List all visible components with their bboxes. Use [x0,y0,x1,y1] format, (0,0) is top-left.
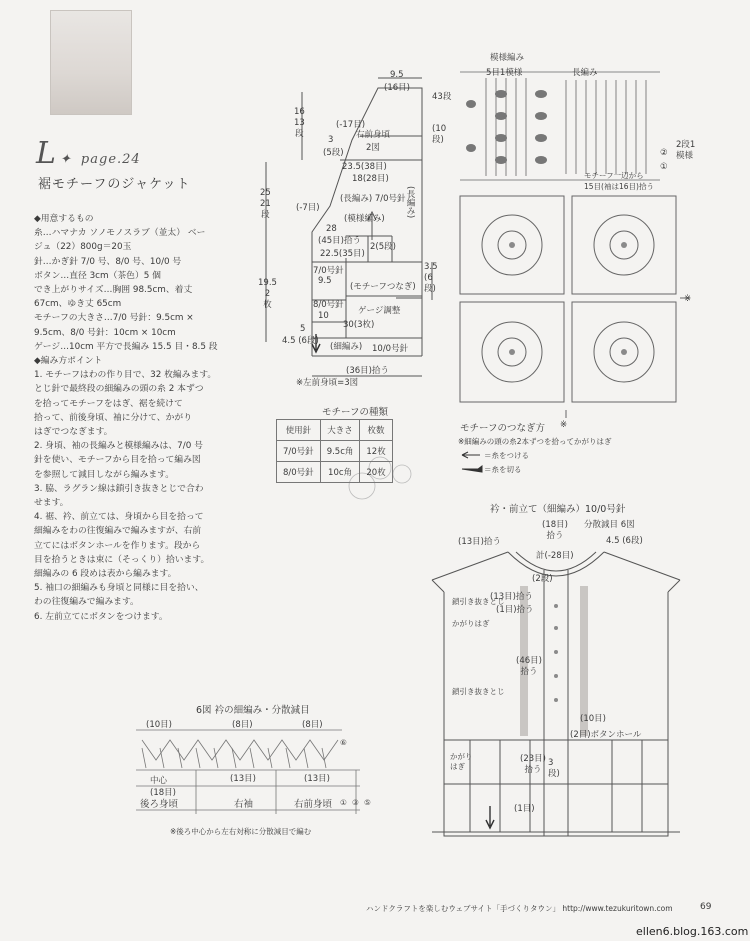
motif-head-needle: 使用針 [277,420,321,441]
five-label: 5 [300,324,306,334]
collar-back: 後ろ身頃 [140,799,179,810]
pattern-pick: モチーフ一辺から 15目(袖は16目)拾う [584,171,654,191]
w235: 23.5(38目) [342,162,387,172]
collar-marker-1: ① [340,798,347,807]
assembly-pick23: (23目) 拾う [520,754,546,775]
pattern-rows-right: 43段 [432,92,452,102]
pattern-title: 裾モチーフのジャケット [38,177,191,192]
motif-table [276,419,393,483]
assembly-chain2: 鎖引き抜きとじ [452,687,505,696]
collar-marker-6: ⑥ [340,738,347,747]
collar-marker-5: ⑤ [364,798,371,807]
assembly-over2: かがり はぎ [450,752,473,771]
minus7: (-7目) [296,203,320,213]
panel-fig: 2図 [366,143,380,153]
two5: 2(5段) [370,242,396,252]
minus17: (-17目) [336,120,366,130]
collar-top-2: (8目) [232,720,253,730]
collar-title: 6図 衿の細編み・分散減目 [196,705,310,716]
assembly-fortysix: (46目) 拾う [516,656,542,677]
pattern-title: 模様編み [490,53,525,63]
join-cut: ＝糸を切る [484,465,522,474]
marker-1: ① [660,162,668,172]
page-mark: L ✦ page.24 [36,136,141,171]
assembly-chain: 鎖引き抜きとじ [452,597,505,606]
assembly-fortyfive: 4.5 (6段) [606,536,643,546]
collar-mid-2: (13目) [230,774,256,784]
w30: 30(3枚) [343,320,375,330]
right-long: (長編み) [405,186,415,219]
w45: (45目)拾う [318,236,361,246]
assembly-pick13a: (13目)拾う [458,537,501,547]
collar-top-1: (10目) [146,720,172,730]
nineteen-dim: 19.5 2 枚 [258,278,277,310]
top-width: 9.5 [390,70,404,80]
assembly-one-bottom: (1目) [514,804,535,814]
w28: 28 [326,224,337,234]
w18: 18(28目) [352,174,389,184]
hem-pick: (36目)拾う [346,366,389,376]
assembly-two-rows: (2段) [532,574,553,584]
long-stitch: (長編み) 7/0号針 [340,194,406,204]
watermark: ellen6.blog.163.com [636,925,749,938]
motif-head-count: 枚数 [360,420,392,441]
assembly-buttonhole: (2目)ボタンホール [570,730,642,740]
motif-caption: モチーフの種類 [322,407,389,418]
motif-head-size: 大きさ [320,420,360,441]
pattern-ten-rows: (10 段) [432,124,447,145]
collar-sleeve: 右袖 [234,799,254,810]
twentyfive-dim: 25 21 段 [260,188,271,220]
pattern-label: (模様編み) [344,214,385,224]
page-number: 69 [700,902,712,912]
left-side-dim: 16 13 段 [294,107,305,139]
assembly-three: 3 段) [548,758,560,779]
page-letter: L [36,136,56,171]
collar-mid-1: (18目) [150,788,176,798]
thirty5-dim: 3.5 (6 段) [424,262,438,294]
collar-center: 中心 [150,776,168,786]
top-stitches: (16目) [384,83,410,93]
assembly-over: かがりはぎ [452,619,490,628]
assembly-one: (1目)拾う [496,605,534,615]
collar-marker-3: ③ [352,798,359,807]
assembly-ten: (10目) [580,714,606,724]
panel-label: 右前身頃 [356,130,391,140]
w10: 10 [318,311,329,321]
fortyfive-dim: 4.5 (6段) [282,336,319,346]
join-caption: モチーフのつなぎ方 [460,423,546,434]
marker-2: ② [660,148,668,158]
assembly-title: 衿・前立て（細編み）10/0号針 [490,504,626,515]
page-ref: page.24 [80,152,141,167]
collar-top-3: (8目) [302,720,323,730]
panel-note: ※左前身頃=3図 [296,378,359,388]
motif-row: 8/0号針 10c角 20枚 [277,462,393,483]
join-mark-right: ※ [684,294,692,304]
collar-front: 右前身頃 [294,799,333,810]
instructions: ◆用意するもの 糸…ハマナカ ソノモノスラブ（並太） ベー ジュ（22）800g＝20玉 針…かぎ針 7/0 号、8/0 号、10/0 号 ボタン…直径 3cm（茶色）5 個 でき上がりサイズ…胸囲 98.5cm、着丈 67cm、ゆき丈 65cm モチーフの大きさ…7/0 号針：9.5cm × 9.5cm、8/0 号針：10cm × 10cm ゲージ…10cm 平方で長編み 15.5 目・8.5 段 ◆編み方ポイント 1. モチーフはわの作り目で、32 枚編みます。 とじ針で最終段の細編みの頭の糸 2 本ずつ を拾ってモチーフをはぎ、裾を続けて 拾って、前後身頃、袖に分けて、かがり はぎでつなぎます。 2. 身頃、袖の長編みと模様編みは、7/0 号 針を使い、モチーフから目を拾って編み図 を参照して減目しながら編みます。 3. 脇、ラグラン線は鎖引き抜きとじで合わ せます。 4. 裾、衿、前立ては、身頃から目を拾って 細編みをわの往復編みで編みますが、右前 立てにはボタンホールを作ります。段から 目を拾うときは束に（そっくり）拾います。 細編みの 6 段めは表から編みます。 5. 袖口の細編みも身頃と同様に目を拾い、 わの往復編みで編みます。 6. 左前立てにボタンをつけます。 [34,214,218,622]
assembly-pick18: (18目) 拾う [542,520,568,541]
collar-mid-3: (13目) [304,774,330,784]
needle7: 7/0号針 [313,266,344,276]
hem-label: (細編み) [330,342,363,352]
three-label: 3 [328,135,334,145]
w95: 9.5 [318,276,332,286]
pattern-long: 長編み [572,68,598,78]
collar-note: ※後ろ中心から左右対称に分散減目で編む [170,827,312,836]
assembly-minus28: 計(-28目) [536,551,574,561]
w225: 22.5(35目) [320,249,365,259]
footer-text: ハンドクラフトを楽しむウェブサイト「手づくりタウン」 http://www.tezukuritown.com [366,904,673,913]
join-attach: ＝糸をつける [484,451,529,460]
pattern-two-rows: 2段1 模様 [676,140,696,161]
assembly-dist: 分散減目 6図 [584,520,635,530]
join-note: ※細編みの頭の糸2本ずつを拾ってかがりはぎ [458,437,612,446]
gauge-adj: ゲージ調整 [358,306,401,316]
pattern-repeat: 5目1模様 [486,68,523,78]
hem-needle: 10/0号針 [372,344,409,354]
joining: (モチーフつなぎ) [350,282,416,292]
join-mark-bottom: ※ [560,420,568,430]
motif-row: 7/0号針 9.5c角 12枚 [277,441,393,462]
assembly-pick13b: (13目)拾う [490,592,533,602]
needle8: 8/0号針 [313,300,344,310]
five-rows: (5段) [323,148,344,158]
